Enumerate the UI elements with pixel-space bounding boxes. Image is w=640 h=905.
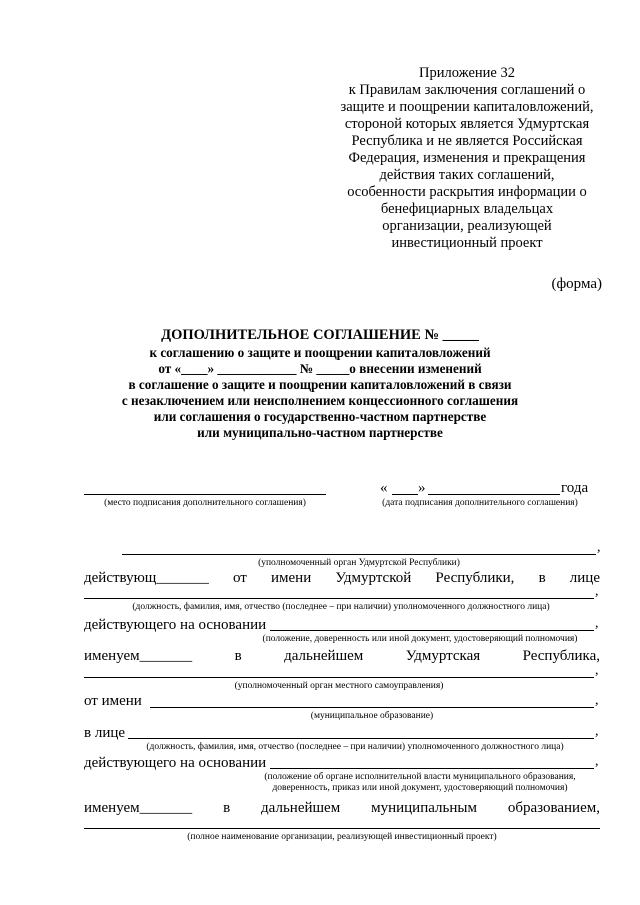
named-word: именуем_______ <box>84 800 193 816</box>
caption-basis1: (положение, доверенность или иной документ, удостоверяющий полномочия) <box>262 634 578 644</box>
named-word: дальнейшем <box>261 800 341 816</box>
basis2-field[interactable] <box>270 768 594 769</box>
acting-word: лице <box>569 570 600 586</box>
named-row1 <box>84 648 600 665</box>
caption-basis2-b: доверенность, приказ или иной документ, удостоверяющий полномочия) <box>272 783 568 793</box>
acting-word: от <box>233 570 247 586</box>
caption-municipality: (муниципальное образование) <box>310 711 434 721</box>
named-word: муниципальным <box>371 800 477 816</box>
appendix-line: к Правилам заключения соглашений о <box>348 82 586 98</box>
basis1-field[interactable] <box>270 630 594 631</box>
year-word: года <box>561 480 589 496</box>
acting-row <box>84 570 600 587</box>
acting-word: Республики, <box>435 570 515 586</box>
person2-field[interactable] <box>128 738 594 739</box>
acting-basis2: действующего на основании <box>84 755 267 771</box>
appendix-line: Федерация, изменения и прекращения <box>348 150 586 166</box>
municipality-field[interactable] <box>150 707 594 708</box>
appendix-line: бенефициарных владельцах <box>380 201 554 217</box>
place-field[interactable] <box>84 494 326 495</box>
named-word: Удмуртская <box>405 648 481 664</box>
in-person: в лице <box>84 725 126 741</box>
caption-local-org: (уполномоченный орган местного самоуправления) <box>234 681 444 691</box>
caption-person2: (должность, фамилия, имя, отчество (последнее – при наличии) уполномоченного должностного лица) <box>146 742 564 752</box>
comma: , <box>595 584 599 599</box>
appendix-header <box>330 65 604 252</box>
appendix-line: организации, реализующей <box>382 218 552 234</box>
appendix-line: действия таких соглашений, <box>379 167 555 183</box>
named-word: дальнейшем <box>284 648 364 664</box>
appendix-line: особенности раскрытия информации о <box>347 184 587 200</box>
named-word: в <box>234 648 242 664</box>
named-word: образованием, <box>507 800 600 816</box>
comma: , <box>595 693 599 708</box>
authorized-org-field[interactable] <box>122 554 596 555</box>
appendix-line: стороной которых является Удмуртская <box>344 116 590 132</box>
title-line: от «____» ____________ № _____о внесении изменений <box>158 361 482 376</box>
comma: , <box>595 616 599 631</box>
title-main: ДОПОЛНИТЕЛЬНОЕ СОГЛАШЕНИЕ № _____ <box>161 327 479 343</box>
acting-word: имени <box>271 570 312 586</box>
org-full-name-field[interactable] <box>84 828 600 829</box>
comma: , <box>595 663 599 678</box>
comma: , <box>597 540 601 555</box>
date-open-quote: « <box>380 480 388 496</box>
title-line: в соглашение о защите и поощрении капиталовложений в связи <box>128 377 512 392</box>
place-caption: (место подписания дополнительного соглашения) <box>104 498 306 508</box>
local-org-field[interactable] <box>84 677 594 678</box>
form-label: (форма) <box>551 276 602 292</box>
appendix-line: Приложение 32 <box>419 65 515 81</box>
document-title <box>0 326 640 441</box>
comma: , <box>595 754 599 769</box>
title-line: или муниципально-частном партнерстве <box>197 425 443 440</box>
named-word: Республика, <box>522 648 600 664</box>
caption-org: (уполномоченный орган Удмуртской Республики) <box>258 558 460 568</box>
date-close-quote: » <box>418 480 426 496</box>
title-line: или соглашения о государственно-частном партнерстве <box>153 409 487 424</box>
title-line: с незаключением или неисполнением концессионного соглашения <box>121 393 519 408</box>
comma: , <box>595 724 599 739</box>
caption-person1: (должность, фамилия, имя, отчество (последнее – при наличии) уполномоченного должностного лица) <box>132 602 550 612</box>
title-line: к соглашению о защите и поощрении капиталовложений <box>149 345 491 360</box>
caption-basis2-a: (положение об органе исполнительной власти муниципального образования, <box>264 772 576 782</box>
date-month-field[interactable] <box>428 494 560 495</box>
named-word: в <box>223 800 231 816</box>
appendix-line: защите и поощрении капиталовложений, <box>340 99 594 115</box>
appendix-line: Республика и не является Российская <box>351 133 583 149</box>
date-day-field[interactable] <box>392 494 418 495</box>
acting-word: Удмуртской <box>335 570 412 586</box>
acting-word: действующ_______ <box>84 570 209 586</box>
on-behalf: от имени <box>84 693 142 709</box>
acting-basis1: действующего на основании <box>84 617 267 633</box>
named-row2 <box>84 800 600 817</box>
date-caption: (дата подписания дополнительного соглашения) <box>382 498 578 508</box>
acting-word: в <box>538 570 546 586</box>
person1-field[interactable] <box>84 598 594 599</box>
caption-org-full: (полное наименование организации, реализующей инвестиционный проект) <box>187 832 497 842</box>
appendix-line: инвестиционный проект <box>391 235 543 251</box>
named-word: именуем_______ <box>84 648 193 664</box>
